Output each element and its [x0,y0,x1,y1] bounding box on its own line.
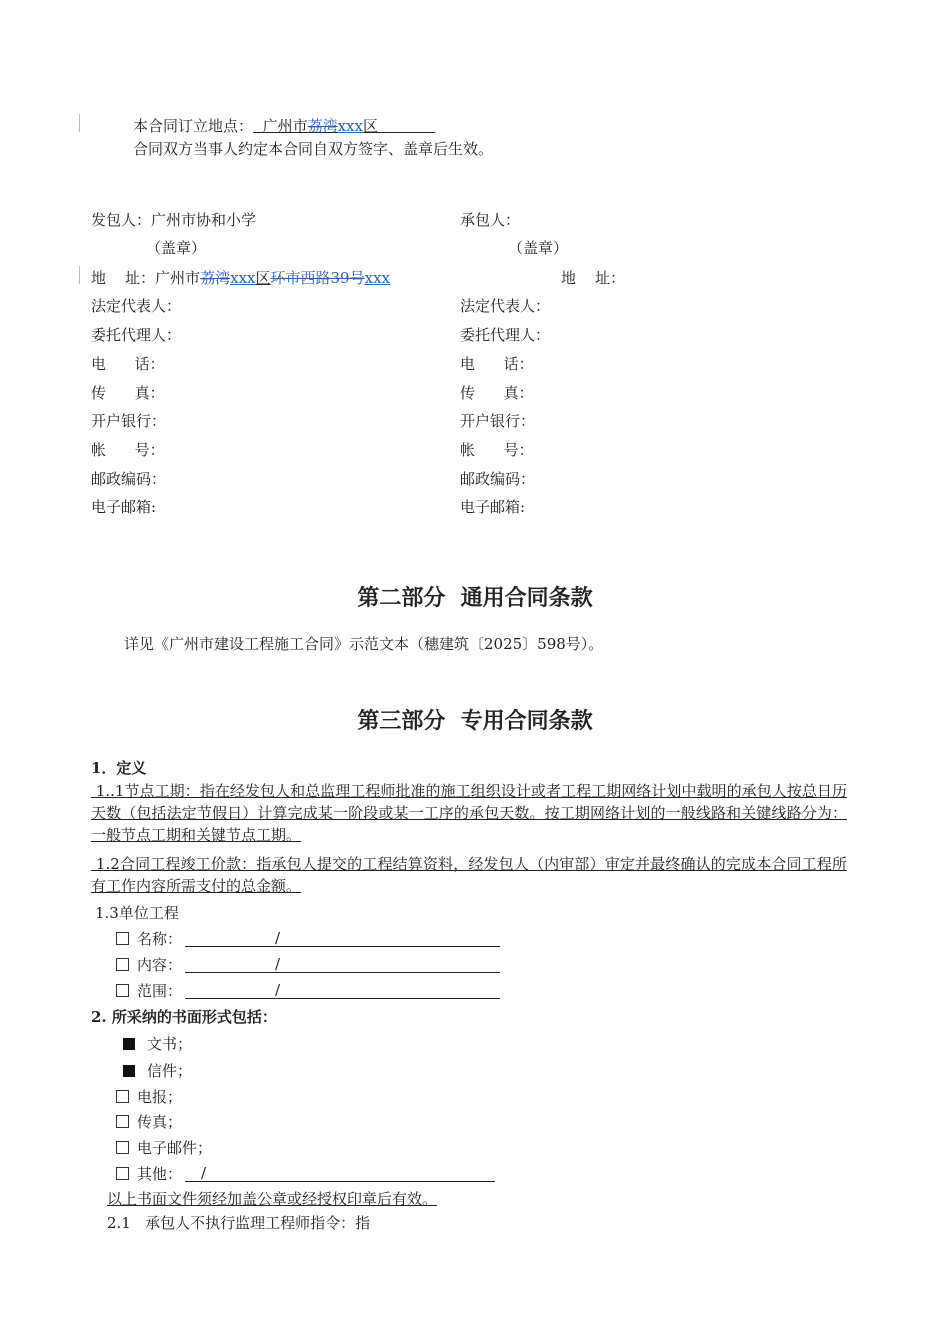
employer-field-rep: 法定代表人： [91,297,182,315]
checkbox-unchecked[interactable] [116,932,129,945]
change-bar [79,266,80,284]
clause-1-2: 1.2合同工程竣工价款：指承包人提交的工程结算资料，经发包人（内审部）审定并最终确认的完成本合同工程所有工作内容所需支付的总金额。 [91,855,847,895]
employer-field-postcode: 邮政编码： [91,470,167,488]
contractor-address-label: 地 址： [561,269,626,287]
deleted-text: 环市西路39号 [270,269,365,287]
deleted-text: 荔湾 [307,117,338,135]
checkbox-unchecked[interactable] [116,1167,129,1180]
unit-item-content: 内容： [116,955,182,975]
inserted-text: xxx [364,269,390,287]
contract-place-value: 广州市荔湾xxx区 [262,117,378,135]
unit-scope-blank: / [185,980,500,999]
effect-clause: 合同双方当事人约定本合同自双方签字、盖章后生效。 [133,140,494,158]
contractor-seal: （盖章） [508,239,569,257]
form-item-telegram: 电报； [116,1087,182,1107]
contractor-field-postcode: 邮政编码： [460,470,536,488]
inserted-text: xxx [230,269,256,287]
inserted-text: xxx [337,117,363,135]
part2-text: 详见《广州市建设工程施工合同》示范文本（穗建筑〔2025〕598号）。 [124,635,604,653]
other-blank: / [185,1163,495,1182]
contract-place-line [133,116,435,136]
form-item-fax: 传真； [116,1112,182,1132]
contract-place-label: 本合同订立地点： [133,117,254,135]
employer-line [91,210,256,230]
contractor-field-account: 帐 号： [460,441,534,459]
employer-field-bank: 开户银行： [91,412,167,430]
seal-note: 以上书面文件须经加盖公章或经授权印章后有效。 [107,1190,438,1208]
checkbox-checked[interactable] [123,1038,135,1050]
employer-field-fax: 传 真： [91,384,165,402]
form-item-letter: 信件； [123,1061,192,1081]
checkbox-unchecked[interactable] [116,1141,129,1154]
address-label: 地 址： [91,269,156,287]
checkbox-checked[interactable] [123,1065,135,1077]
contractor-field-rep: 法定代表人： [460,297,551,315]
contractor-field-phone: 电 话： [460,355,534,373]
checkbox-unchecked[interactable] [116,984,129,997]
section1-title: 1．定义 [91,759,147,777]
checkbox-unchecked[interactable] [116,1115,129,1128]
employer-field-account: 帐 号： [91,441,165,459]
unit-item-name: 名称： [116,929,182,949]
clause-1-1: 1..1节点工期：指在经发包人和总监理工程师批准的施工组织设计或者工程工期网络计划中载明的承包人按总日历天数（包括法定节假日）计算完成某一阶段或某一工序的承包天数。按工期网络计划的一般线路和关键线路分为：一般节点工期和关键节点工期。 [91,782,847,844]
checkbox-unchecked[interactable] [116,1090,129,1103]
checkbox-unchecked[interactable] [116,958,129,971]
employer-label: 发包人： [91,211,152,229]
form-item-document: 文书； [123,1034,192,1054]
contractor-field-agent: 委托代理人： [460,326,551,344]
unit-content-blank: / [185,954,500,973]
contractor-label: 承包人： [460,211,521,229]
form-item-other: 其他： [116,1164,182,1184]
unit-name-blank: / [185,928,500,947]
form-item-email: 电子邮件； [116,1138,212,1158]
section2-title: 2. 所采纳的书面形式包括： [91,1008,277,1026]
employer-address-line: 地 址：广州市荔湾xxx区环市西路39号xxx [91,269,390,287]
change-bar [79,114,80,132]
contractor-field-bank: 开户银行： [460,412,536,430]
clause-1-3-title: 1.3单位工程 [95,904,179,922]
employer-field-email: 电子邮箱: [91,498,157,516]
unit-item-scope: 范围： [116,981,182,1001]
employer-field-phone: 电 话： [91,355,165,373]
employer-field-agent: 委托代理人： [91,326,182,344]
deleted-text: 荔湾 [200,269,231,287]
part2-title: 第二部分 通用合同条款 [357,586,593,611]
employer-name: 广州市协和小学 [151,211,257,229]
employer-seal: （盖章） [146,239,207,257]
part3-title: 第三部分 专用合同条款 [357,709,593,734]
contractor-field-email: 电子邮箱: [460,498,526,516]
contractor-field-fax: 传 真： [460,384,534,402]
clause-2-1: 2.1 承包人不执行监理工程师指令：指 [107,1214,371,1232]
